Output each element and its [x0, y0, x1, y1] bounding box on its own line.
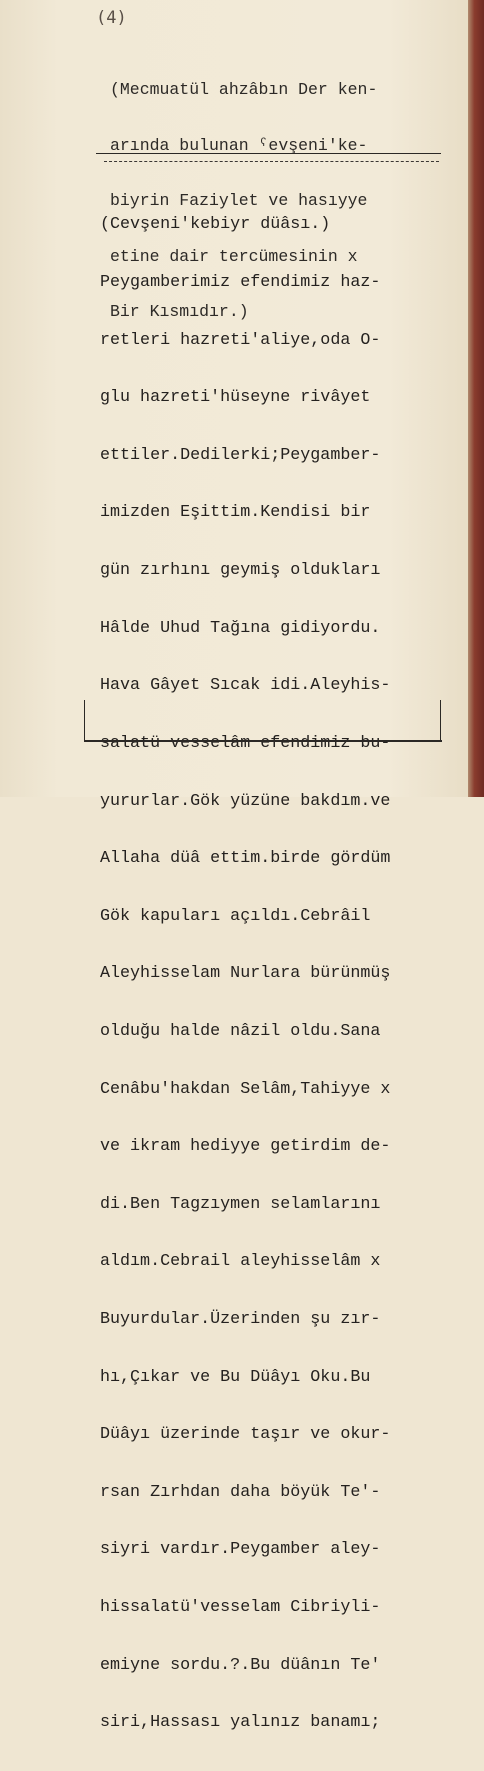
body-line: hissalatü'vesselam Cibriyli-	[100, 1598, 381, 1618]
body-line: imizden Eşittim.Kendisi bir	[100, 503, 371, 523]
book-spine-edge	[468, 0, 484, 797]
body-line: hı,Çıkar ve Bu Düâyı Oku.Bu	[100, 1367, 371, 1387]
caption-line: (Mecmuatül ahzâbın Der ken-	[110, 80, 378, 99]
frame-left-line	[84, 700, 85, 742]
caption-line: etine dair tercümesinin x	[110, 246, 358, 266]
body-line: salatü vesselâm efendimiz bu-	[100, 733, 391, 753]
caption-line: biyrin Faziylet ve hasıyye	[110, 191, 368, 210]
body-line: Düâyı üzerinde taşır ve okur-	[100, 1425, 391, 1445]
body-line: Cenâbu'hakdan Selâm,Tahiyye x	[100, 1079, 391, 1099]
body-line: gün zırhını geymiş oldukları	[100, 561, 381, 581]
frame-bottom-line	[84, 740, 442, 742]
body-line: Hâlde Uhud Tağına gidiyordu.	[100, 618, 381, 638]
body-line: emiyne sordu.?.Bu düânın Te'	[100, 1655, 381, 1675]
body-line: ettiler.Dedilerki;Peygamber-	[100, 445, 381, 465]
body-line: yururlar.Gök yüzüne bakdım.ve	[100, 791, 391, 811]
caption-line: Bir Kısmıdır.)	[110, 302, 249, 321]
body-line: Buyurdular.Üzerinden şu zır-	[100, 1309, 381, 1329]
body-line: olduğu halde nâzil oldu.Sana	[100, 1021, 381, 1041]
dashed-divider	[104, 161, 439, 162]
body-line: siyri vardır.Peygamber aley-	[100, 1540, 381, 1560]
body-line: Peygamberimiz efendimiz haz-	[100, 273, 381, 293]
frame-right-line	[440, 700, 441, 742]
body-line: Aleyhisselam Nurlara bürünmüş	[100, 964, 391, 984]
caption-underline	[96, 153, 441, 154]
caption-line: arında bulunan ˤevşeni'ke-	[110, 135, 368, 155]
body-line: aldım.Cebrail aleyhisselâm x	[100, 1252, 381, 1272]
body-line: di.Ben Tagzıymen selamlarını	[100, 1194, 381, 1214]
body-line: retleri hazreti'aliye,oda O-	[100, 330, 381, 350]
body-line: Hava Gâyet Sıcak idi.Aleyhis-	[100, 676, 391, 696]
body-line: rsan Zırhdan daha böyük Te'-	[100, 1482, 381, 1502]
body-line: Allaha düâ ettim.birde gördüm	[100, 849, 391, 869]
body-line: glu hazreti'hüseyne rivâyet	[100, 388, 371, 408]
body-line: Gök kapuları açıldı.Cebrâil	[100, 906, 371, 926]
body-line: (Cevşeni'kebiyr düâsı.)	[100, 215, 331, 235]
body-line: ve ikram hediyye getirdim de-	[100, 1137, 391, 1157]
page-number: (4)	[96, 8, 127, 28]
body-text-block	[100, 177, 452, 1771]
body-line: siri,Hassası yalınız banamı;	[100, 1713, 381, 1733]
